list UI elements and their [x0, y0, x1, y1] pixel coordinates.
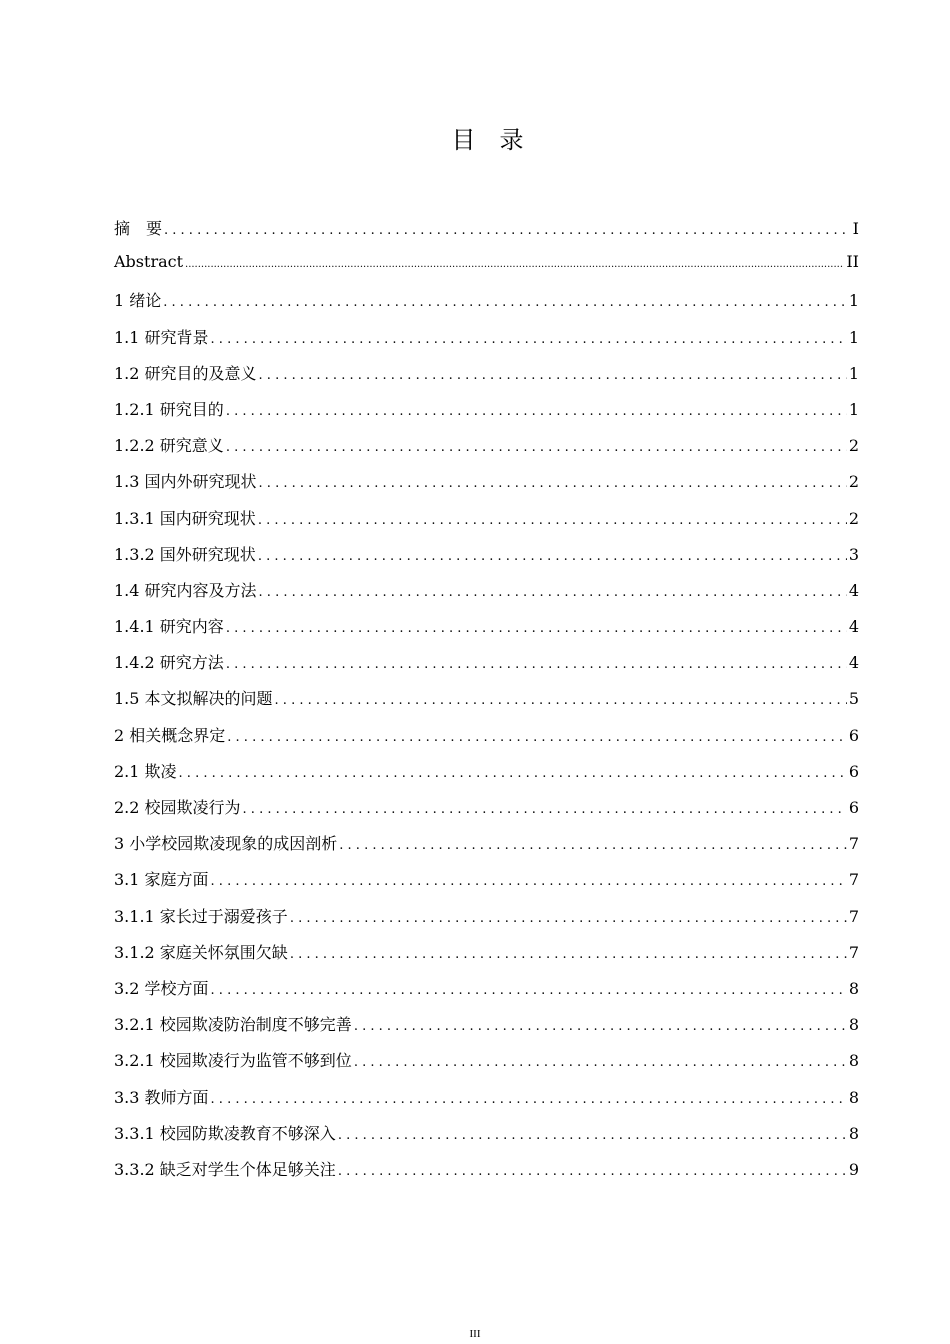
toc-entry[interactable] — [114, 976, 859, 1012]
toc-entry-page: 2 — [848, 472, 859, 492]
toc-entry-label: 1.2.2 研究意义 — [114, 436, 224, 456]
toc-entry-label: 1.3.2 国外研究现状 — [114, 544, 256, 564]
toc-entry-page: 2 — [848, 436, 859, 456]
dot-leader — [211, 979, 847, 998]
toc-entry-label: 1.3 国内外研究现状 — [114, 472, 257, 492]
dot-leader — [226, 436, 847, 455]
toc-entry-label: 1.4.2 研究方法 — [114, 653, 224, 673]
dot-leader — [354, 1051, 847, 1070]
dot-leader — [354, 1015, 847, 1034]
dot-leader — [259, 364, 847, 383]
toc-entry-page: 6 — [848, 725, 859, 745]
toc-entry-page: II — [846, 252, 859, 272]
dot-leader — [163, 291, 847, 310]
toc-entry[interactable] — [114, 795, 859, 831]
toc-entry[interactable] — [114, 867, 859, 903]
dot-leader — [211, 328, 847, 347]
dot-leader — [259, 581, 847, 600]
dot-leader — [227, 726, 847, 745]
toc-entry-page: 7 — [848, 870, 859, 890]
toc-entry[interactable] — [114, 542, 859, 578]
toc-entry[interactable] — [114, 325, 859, 361]
dot-leader — [338, 1160, 847, 1179]
toc-entry-label: 1.3.1 国内研究现状 — [114, 508, 256, 528]
dot-leader — [211, 870, 847, 889]
page-title: 目 录 — [451, 126, 524, 154]
toc-entry[interactable] — [114, 288, 859, 324]
toc-entry-label: 1.5 本文拟解决的问题 — [114, 689, 273, 709]
toc-entry-label: 2.1 欺凌 — [114, 761, 177, 781]
dot-leader — [258, 545, 847, 564]
toc-entry-label: 1.2.1 研究目的 — [114, 399, 224, 419]
dot-leader — [275, 689, 847, 708]
toc-entry[interactable] — [114, 506, 859, 542]
toc-entry-label: Abstract — [114, 252, 184, 272]
toc-entry[interactable] — [114, 723, 859, 759]
toc-entry-page: I — [852, 219, 859, 238]
toc-entry-page: 8 — [848, 1087, 859, 1107]
toc-entry[interactable] — [114, 904, 859, 940]
toc-entry-page: 7 — [848, 942, 859, 962]
toc-entry-label: 3.1.2 家庭关怀氛围欠缺 — [114, 942, 288, 962]
toc-entry-page: 6 — [848, 761, 859, 781]
dot-leader — [338, 1124, 847, 1143]
toc-entry-label: 1.2 研究目的及意义 — [114, 363, 257, 383]
toc-entry-page: 5 — [848, 689, 859, 709]
toc-entry-label: 3.3 教师方面 — [114, 1087, 209, 1107]
toc-entry-page: 8 — [848, 978, 859, 998]
dot-leader — [290, 943, 847, 962]
toc-entry[interactable] — [114, 831, 859, 867]
toc-entry-label: 3.1 家庭方面 — [114, 870, 209, 890]
toc-entry-label: 3.3.1 校园防欺凌教育不够深入 — [114, 1123, 336, 1143]
dot-leader — [259, 472, 847, 491]
toc-entry-page: 8 — [848, 1015, 859, 1035]
toc-entry[interactable] — [114, 1048, 859, 1084]
toc-entry-label: 摘 要 — [114, 219, 163, 238]
toc-entry[interactable] — [114, 1157, 859, 1193]
toc-entry[interactable] — [114, 397, 859, 433]
toc-entry-page: 7 — [848, 906, 859, 926]
toc-entry[interactable] — [114, 614, 859, 650]
toc-entry[interactable] — [114, 759, 859, 795]
toc-entry-label: 3 小学校园欺凌现象的成因剖析 — [114, 834, 338, 854]
toc-entry-page: 8 — [848, 1051, 859, 1071]
dot-leader — [290, 907, 847, 926]
dot-leader — [164, 219, 851, 238]
toc-entry[interactable] — [114, 1085, 859, 1121]
dot-leader — [243, 798, 847, 817]
toc-entry-label: 2.2 校园欺凌行为 — [114, 798, 241, 817]
toc-entry-page: 1 — [848, 399, 859, 419]
toc-entry-label: 3.1.1 家长过于溺爱孩子 — [114, 906, 288, 926]
toc-entry-page: 1 — [848, 291, 859, 311]
toc-entry-page: 1 — [848, 363, 859, 383]
dot-leader — [258, 509, 847, 528]
toc-entry[interactable] — [114, 469, 859, 505]
toc-entry-page: 6 — [848, 798, 859, 817]
toc-entry-label: 1.1 研究背景 — [114, 327, 209, 347]
toc-entry[interactable] — [114, 1012, 859, 1048]
toc-entry-label: 1.4.1 研究内容 — [114, 617, 224, 637]
toc-entry[interactable] — [114, 940, 859, 976]
toc-entry-page: 9 — [848, 1159, 859, 1179]
toc-entry-page: 4 — [848, 617, 859, 637]
toc-entry[interactable] — [114, 650, 859, 686]
toc-entry-label: 3.2.1 校园欺凌防治制度不够完善 — [114, 1015, 352, 1035]
dot-leader — [211, 1088, 847, 1107]
toc-entry-label: 2 相关概念界定 — [114, 725, 226, 745]
toc-entry[interactable] — [114, 578, 859, 614]
toc-entry-label: 3.3.2 缺乏对学生个体足够关注 — [114, 1159, 336, 1179]
toc-entry-label: 3.2 学校方面 — [114, 978, 209, 998]
toc-entry[interactable] — [114, 1121, 859, 1157]
dot-leader — [339, 834, 847, 853]
dot-leader — [179, 762, 847, 781]
toc-entry-page: 4 — [848, 653, 859, 673]
toc-entry-page: 2 — [848, 508, 859, 528]
dot-leader — [226, 653, 847, 672]
toc-entry[interactable] — [114, 686, 859, 722]
toc-entry-page: 1 — [848, 327, 859, 347]
dot-leader — [226, 617, 847, 636]
toc-entry-label: 1.4 研究内容及方法 — [114, 580, 257, 600]
toc-entry-label: 1 绪论 — [114, 291, 162, 311]
toc-entry-page: 3 — [848, 544, 859, 564]
toc-entry[interactable] — [114, 252, 859, 288]
table-of-contents — [114, 216, 859, 1193]
toc-entry[interactable] — [114, 361, 859, 397]
dot-leader — [226, 400, 847, 419]
toc-entry-page: 7 — [848, 834, 859, 854]
page-number-footer: III — [469, 1328, 481, 1340]
toc-entry-page: 4 — [848, 580, 859, 600]
toc-entry[interactable] — [114, 433, 859, 469]
toc-entry-label: 3.2.1 校园欺凌行为监管不够到位 — [114, 1051, 352, 1071]
dot-leader — [185, 252, 844, 271]
toc-entry-page: 8 — [848, 1123, 859, 1143]
toc-entry[interactable] — [114, 216, 859, 252]
